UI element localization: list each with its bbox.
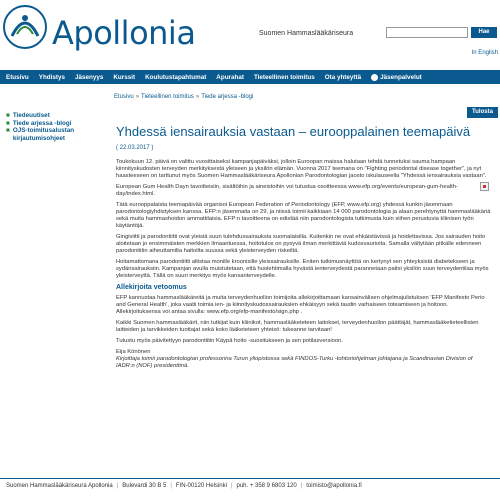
search-input[interactable] xyxy=(386,27,468,38)
nav-item-etusivu[interactable]: Etusivu xyxy=(6,73,29,81)
author-description: Kirjoittaja toimii parodontologian professorina Turun yliopistossa sekä FINDOS-Turku -tohtoriohjelman johtajana ja Scandinavian Division of IADR:n (NOF) presidenttinä. xyxy=(116,356,473,369)
nav-item-yhdistys[interactable]: Yhdistys xyxy=(38,73,65,81)
article-paragraph: Toukokuun 12. päivä on valittu vuosittaiseksi kampanjapäiväksi, jolloin Euroopan maissa halutaan tehdä tunnetuksi sauma hampaan kiinnityskudosten terveyden merkityksestä yleiseen ja yksilön elämän. Vuonna 2017 teemana on "Fighting periodontal disease together", ja nyt haasteeseen on tarttunut myös Suomen Hammaslääkäriseura Apollonian Parodontologian jaosto iskulauseella "Yhdessä iensairauksia vastaan". xyxy=(116,159,487,179)
footer-phone: puh. + 358 9 6803 120 xyxy=(236,483,297,489)
main-navigation xyxy=(0,70,500,84)
site-logo-text[interactable]: Apollonia xyxy=(52,14,196,52)
article-paragraph: Tutustu myös päivitettyyn parodontiitin Käypä hoito -suositukseen ja sen potilasversioon. xyxy=(116,338,343,344)
english-language-link[interactable]: In English xyxy=(471,50,498,56)
sidebar xyxy=(6,112,106,142)
footer-postal: FIN-00120 Helsinki xyxy=(175,483,227,489)
breadcrumb-current: Tiede arjessa -blogi xyxy=(201,94,254,100)
article-paragraph: Kaikki Suomen hammaslääkärit, niin tutkijat kuin kliinikot, hammaslääketeteen laitokset, terveydenhuollon päättäjät, hammaslääketieteellisten laitteiden ja tarvikkeiden tuottajat sekä koko lääketeteen yhteisö: tukeanne tarvitaan! xyxy=(116,320,479,333)
bullet-icon: ■ xyxy=(6,119,10,127)
member-services-icon xyxy=(371,74,378,81)
footer-divider xyxy=(0,478,500,479)
article-paragraph: Hoitamattomana parodontiitti altistaa monille kroonisille yleissairauksille. Eniten tutkimusnäyttöä on kertynyt sen yhteyksistä diabetekseen ja sydänsairauksiin. Kampanjan avulla muistutetaan, että huolehtimalla hyvästä ienterveydestä parannetaan paitsi yksilön suun terveydentilaa myös yleisterveyttä. Tällä on suuri merkitys myös kansanterveydelle. xyxy=(116,259,489,279)
breadcrumb-separator: » xyxy=(135,94,140,100)
sidebar-item-label: Tiede arjessa -blogi xyxy=(12,119,72,127)
site-header xyxy=(0,0,500,70)
footer-address: Bulevardi 30 B 5 xyxy=(122,483,167,489)
breadcrumb-tieteellinen-toimitus[interactable]: Tieteellinen toimitus xyxy=(141,94,194,100)
article xyxy=(116,124,492,370)
print-button[interactable]: Tulosta xyxy=(467,107,498,118)
footer-separator: | xyxy=(116,483,119,489)
nav-item-ota-yhteytta[interactable]: Ota yhteyttä xyxy=(324,73,362,81)
sidebar-item-ojs-ohjeet[interactable] xyxy=(6,127,106,142)
footer-separator: | xyxy=(170,483,172,489)
article-title: Yhdessä iensairauksia vastaan – eurooppalainen teemapäivä xyxy=(116,124,471,139)
nav-item-jasenyys[interactable]: Jäsenyys xyxy=(75,73,104,81)
breadcrumb xyxy=(114,94,253,100)
search-button[interactable]: Hae xyxy=(471,27,497,38)
nav-item-tieteellinen-toimitus[interactable]: Tieteellinen toimitus xyxy=(253,73,315,81)
bullet-icon: ■ xyxy=(6,112,10,119)
footer-separator: | xyxy=(230,483,233,489)
sidebar-item-label: OJS-toimitusalustan kirjautumisohjeet xyxy=(12,127,75,142)
sidebar-item-tiedeuutiset[interactable] xyxy=(6,112,106,120)
breadcrumb-etusivu[interactable]: Etusivu xyxy=(114,94,134,100)
nav-item-apurahat[interactable]: Apurahat xyxy=(216,73,244,81)
footer-org: Suomen Hammaslääkäriseura Apollonia xyxy=(6,483,113,489)
nav-item-jasenpalvelut[interactable] xyxy=(366,74,427,81)
article-paragraph: EFP kannustaa hammaslääkäreitä ja muita terveydenhuollon toimijoita allekirjoittamaan kansainvälisen ohjelmajulistuksen 'EFP Manifesto Perio and General Health', joka vaatii toimia ien- ja kiinnityskudossairauksien ehkäisyyn sekä taudin varhaiseen toteamiseen ja hoitoon. Allekirjoituksensa voi antaa sivulla: www.efp.org/efp-manifesto/sign.php . xyxy=(116,295,485,315)
site-footer xyxy=(6,483,496,489)
article-paragraph: Gingiviitti ja parodontiitti ovat yleisiä suun tulehdussairauksia suomalaisilla. Kuitenkin ne ovat ehkäistävissä ja hoidettavissa. Jos sairauden hoito aloitetaan jo ensimmäisten merkkien ilmaantuessa, hoitotulos on pysyvä ilman merkittäviä kudosvaurioita. Samalla vältytään pitkälle edenneen parodontiitin aiheuttamilta haitoilta suussa sekä yleisterveyden riskeiltä. xyxy=(116,234,486,254)
author-name: Eija Könönen xyxy=(116,349,151,355)
article-subheading: Allekirjoita vetoomus xyxy=(116,284,187,291)
sidebar-item-label: Tiedeuutiset xyxy=(12,112,50,119)
nav-item-kurssit[interactable]: Kurssit xyxy=(113,73,136,81)
nav-item-koulutustapahtumat[interactable]: Koulutustapahtumat xyxy=(145,73,207,81)
footer-separator: | xyxy=(300,483,303,489)
footer-email[interactable]: toimisto@apollonia.fi xyxy=(306,483,362,489)
apollonia-logo-icon[interactable] xyxy=(2,4,48,50)
breadcrumb-separator: » xyxy=(195,94,200,100)
article-date: ( 22.03.2017 ) xyxy=(116,145,154,151)
article-paragraph: Tätä eurooppalaista teemapäivää organisoi European Federation of Periodontology (EFP, www.efp.org) yhdessä kunkin jäsenmaan parodontologiyhdistyksen kanssa. EFP:n jäsenmaita on 29, ja niissä toimii kaikkiaan 14 000 parodontologia ja alaan perehtynyttä hammaslääkäriä sekä muita hammashoidon ammattilaisia. EFP:n tavoitteena on edistää niin parodontologista tutkimusta kuin siihen perustuvia kliinisen työn käytäntöjä. xyxy=(116,202,491,229)
bullet-icon: ■ xyxy=(6,127,10,134)
organization-name: Suomen Hammaslääkäriseura xyxy=(259,30,354,37)
sidebar-item-tiede-arjessa[interactable] xyxy=(6,120,106,128)
article-paragraph: European Gum Health Dayn tavoitteisiin, sisältöihin ja aineistoihin voi tutustua osoitteessa www.efp.org/events/european-gum-health-day/index.html. xyxy=(116,184,458,197)
nav-item-jasenpalvelut-label: Jäsenpalvelut xyxy=(380,73,422,81)
